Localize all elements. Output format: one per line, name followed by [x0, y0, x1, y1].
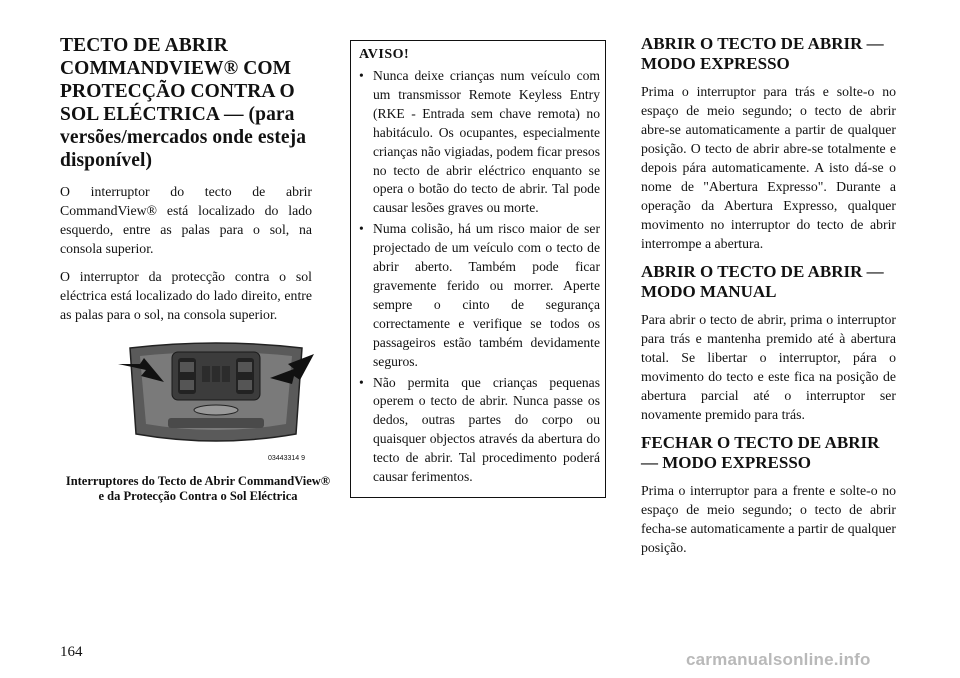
section-title-open-manual: ABRIR O TECTO DE ABRIR — MODO MANUAL: [641, 262, 884, 301]
section-title-close-express: FECHAR O TECTO DE ABRIR — MODO EXPRESSO: [641, 433, 880, 472]
warning-item-children-operate: • Não permita que crianças pequenas operem o tecto de abrir. Nunca passe os dedos, outras partes do corpo ou quaisquer objectos através da abertura do tecto de abrir. Tal procedimento poderá causar ferimentos.: [359, 374, 600, 485]
warning-title: AVISO!: [359, 47, 410, 62]
bullet-icon: •: [359, 221, 364, 237]
figure-code: 03443314 9: [268, 455, 305, 462]
page-number: 164: [60, 644, 83, 660]
paragraph-sunroof-switch: O interruptor do tecto de abrir CommandView® está localizado do lado esquerdo, entre as palas para o sol, na consola superior.: [60, 184, 312, 256]
warning-item-children-rke: • Nunca deixe crianças num veículo com um transmissor Remote Keyless Entry (RKE - Entrada sem chave remota) no habitáculo. Os ocupantes, especialmente crianças não vigiadas, podem ficar presos no tecto de abrir eléctrico enquanto se opera o botão do tecto de abrir. Tal pode causar lesões graves ou morte.: [359, 68, 600, 216]
warning-list: [359, 67, 600, 487]
left-column: [60, 34, 331, 504]
figure-caption: Interruptores do Tecto de Abrir CommandView® e da Protecção Contra o Sol Eléctrica: [65, 474, 331, 503]
warning-item-collision: • Numa colisão, há um risco maior de ser projectado de um veículo com o tecto de abrir aberto. Também pode ficar gravemente ferido ou morrer. Aperte sempre o cinto de segurança correctamente e verifique se todos os passageiros estão também devidamente seguros.: [359, 221, 600, 369]
section-title-sunroof: TECTO DE ABRIR COMMANDVIEW® COM PROTECÇÃO CONTRA O SOL ELÉCTRICA — (para versões/mercados onde esteja disponível): [60, 35, 307, 171]
watermark: carmanualsonline.info: [686, 650, 871, 669]
bullet-icon: •: [359, 68, 364, 83]
paragraph-close-express: Prima o interruptor para a frente e solte-o no espaço de meio segundo; o tecto de abrir fecha-se automaticamente a partir de qualquer posição.: [641, 483, 896, 555]
paragraph-open-express: Prima o interruptor para trás e solte-o no espaço de meio segundo; o tecto de abrir abre-se automaticamente a partir de qualquer posição. O tecto de abrir abre-se totalmente e depois pára automaticamente. A isto dá-se o nome de "Abertura Expresso". Durante a operação da Abertura Expresso, qualquer movimento no interruptor do tecto de abrir interrompe a abertura.: [641, 84, 896, 251]
bullet-icon: •: [359, 374, 364, 390]
figure-overhead-console: [60, 336, 331, 504]
overhead-console-photo: [110, 336, 322, 468]
section-title-open-express: ABRIR O TECTO DE ABRIR — MODO EXPRESSO: [641, 34, 884, 73]
paragraph-sunshade-switch: O interruptor da protecção contra o sol eléctrica está localizado do lado direito, entre as palas para o sol, na consola superior.: [60, 269, 312, 322]
paragraph-open-manual: Para abrir o tecto de abrir, prima o interruptor para trás e mantenha premido até à abertura total. Se libertar o interruptor, pára o movimento do tecto e este fica na posição de abertura parcial até o interruptor ser novamente premido para trás.: [641, 312, 896, 422]
warning-box: [350, 40, 606, 498]
right-column: [641, 34, 896, 566]
middle-column: [350, 40, 606, 498]
